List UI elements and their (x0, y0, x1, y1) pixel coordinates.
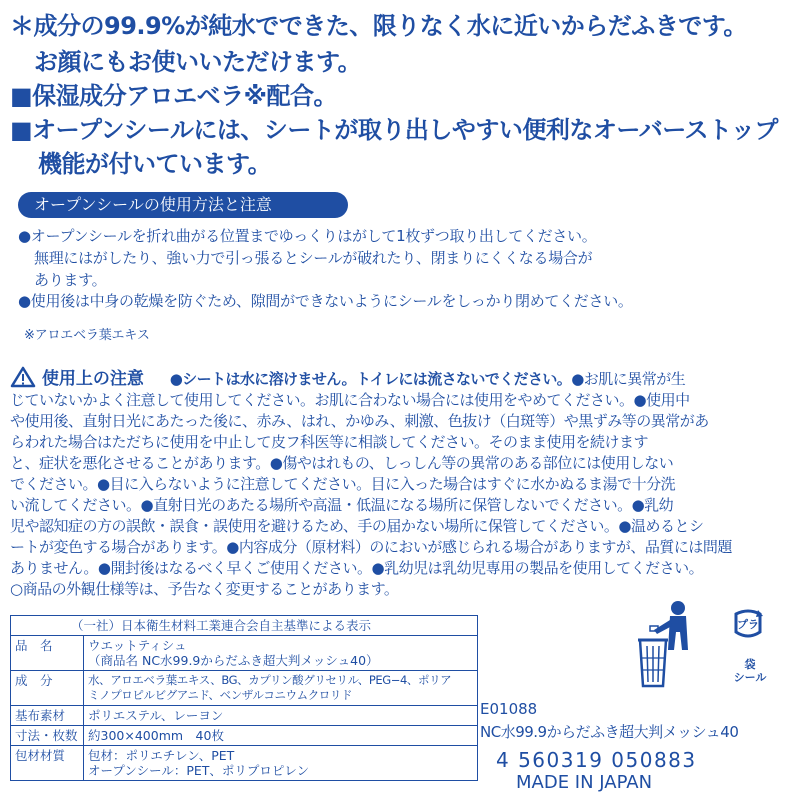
caution-line: ートが変色する場合があります。●内容成分（原材料）のにおいが感じられる場合がありますが、品質には問題 (10, 538, 732, 556)
caution-heading (10, 364, 685, 389)
caution-notice: ○商品の外観仕様等は、予告なく変更することがあります。 (10, 580, 399, 598)
recycle-bag-label: 袋 (744, 658, 756, 671)
row-value: 約300×400mm 40枚 (84, 726, 478, 746)
warning-icon (10, 366, 36, 388)
caution-line: らわれた場合はただちに使用を中止して皮フ科医等に相談してください。そのまま使用を続けます (10, 433, 649, 451)
pura-recycle-icon (730, 608, 766, 648)
product-name: NC水99.9からだふき超大判メッシュ40 (480, 723, 739, 741)
howto-line-4: ●使用後は中身の乾燥を防ぐため、隙間ができないようにシールをしっかり閉めてください。 (18, 292, 633, 310)
labeling-header: （一社）日本衛生材料工業連合会自主基準による表示 (11, 616, 478, 636)
intro-line-4: ■オープンシールには、シートが取り出しやすい便利なオーバーストップ (10, 116, 778, 144)
row-value: ポリエステル、レーヨン (84, 706, 478, 726)
row-key: 包材材質 (11, 746, 84, 781)
table-row (11, 746, 478, 781)
table-row (11, 636, 478, 671)
caution-line: や使用後、直射日光にあたった後に、赤み、はれ、かゆみ、刺激、色抜け（白斑等）や黒ずみ等の異常があ (10, 412, 709, 430)
howto-line-1: ●オープンシールを折れ曲がる位置までゆっくりはがして1枚ずつ取り出してください。 (18, 227, 597, 245)
row-value-line: ウエットティシュ (88, 638, 187, 653)
intro-line-1: ＊成分の99.9%が純水でできた、限りなく水に近いからだふきです。 (10, 12, 747, 40)
barcode-number: 4 560319 050883 (496, 748, 697, 772)
row-key: 成 分 (11, 671, 84, 706)
table-row (11, 726, 478, 746)
intro-line-5: 機能が付いています。 (38, 150, 272, 178)
caution-line: でください。●目に入らないように注意してください。目に入った場合はすぐに水かぬるま湯で十分洗 (10, 475, 676, 493)
caution-line: と、症状を悪化させることがあります。●傷やはれもの、しっしん等の異常のある部位には使用しない (10, 454, 674, 472)
table-row (11, 671, 478, 706)
caution-title: 使用上の注意 (41, 369, 144, 389)
row-key: 寸法・枚数 (11, 726, 84, 746)
recycle-seal-label: シール (733, 671, 767, 684)
caution-head-normal: ●お肌に異常が生 (571, 370, 686, 388)
caution-line: じていないかよく注意して使用してください。お肌に合わない場合には使用をやめてください。●使用中 (10, 391, 690, 409)
table-row (11, 616, 478, 636)
howto-line-3: あります。 (34, 271, 107, 289)
caution-head-bold: ●シートは水に溶けません。トイレには流さないでください。 (169, 370, 572, 388)
row-value-line: ミノプロピルビグアニド、ベンザルコニウムクロリド (88, 688, 353, 702)
row-key: 基布素材 (11, 706, 84, 726)
row-key: 品 名 (11, 636, 84, 671)
table-row (11, 706, 478, 726)
intro-line-2: お顔にもお使いいただけます。 (34, 48, 362, 76)
row-value (84, 671, 478, 706)
howto-line-2: 無理にはがしたり、強い力で引っ張るとシールが破れたり、閉まりにくくなる場合が (34, 249, 593, 267)
trash-can-person-icon (636, 600, 706, 690)
row-value-line: 包材：ポリエチレン、PET (88, 748, 235, 763)
caution-line: 児や認知症の方の誤飲・誤食・誤使用を避けるため、手の届かない場所に保管してください。●温めるとシ (10, 517, 704, 535)
row-value-line: オープンシール：PET、ポリプロピレン (88, 763, 310, 778)
row-value-line: 水、アロエベラ葉エキス、BG、カプリン酸グリセリル、PEG−4、ポリア (88, 673, 452, 687)
footnote: ※アロエベラ葉エキス (24, 328, 150, 343)
row-value (84, 746, 478, 781)
product-code: E01088 (480, 700, 538, 718)
row-value-line: （商品名 NC水99.9からだふき超大判メッシュ40） (88, 653, 379, 668)
origin-label: MADE IN JAPAN (516, 772, 653, 793)
recycle-labels (730, 658, 770, 684)
caution-line: い流してください。●直射日光のあたる場所や高温・低温になる場所に保管しないでください。●乳幼 (10, 496, 674, 514)
row-value (84, 636, 478, 671)
intro-line-3: ■保湿成分アロエベラ※配合。 (10, 82, 338, 110)
labeling-table (10, 615, 478, 781)
caution-line: ありません。●開封後はなるべく早くご使用ください。●乳幼児は乳幼児専用の製品を使用してください。 (10, 559, 704, 577)
howto-title: オープンシールの使用方法と注意 (18, 192, 348, 218)
pura-mark-text: プラ (737, 618, 759, 631)
